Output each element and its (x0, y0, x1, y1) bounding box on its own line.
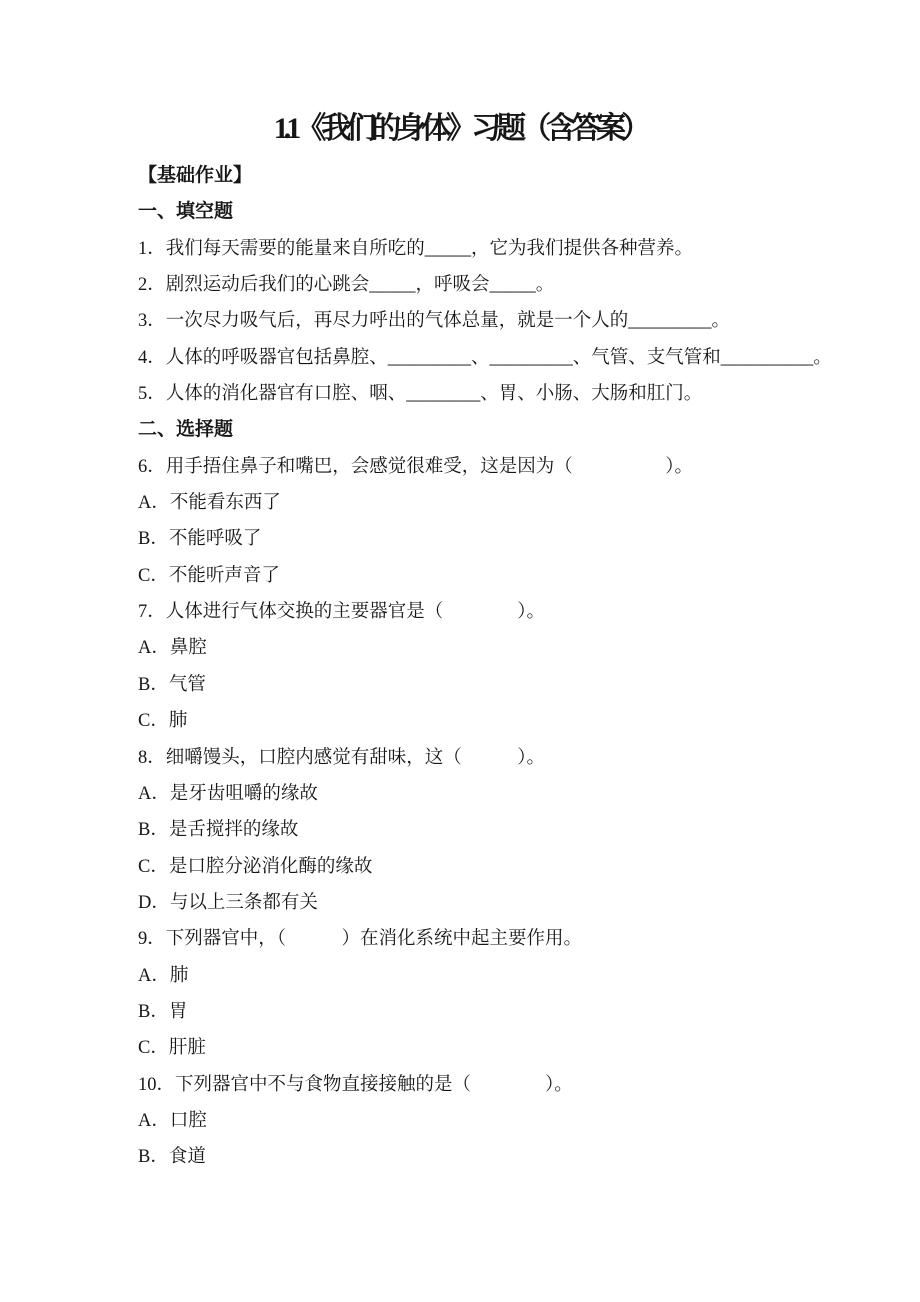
document-title: 1.1《我们的身体》习题（含答案） (273, 112, 647, 145)
section-heading: 二、选择题 (138, 419, 234, 441)
section-heading: 一、填空题 (138, 201, 234, 223)
doc-line: 10．下列器官中不与食物直接接触的是（ ）。 (138, 1074, 573, 1095)
document-body (0, 158, 920, 1176)
doc-line: 8．细嚼馒头，口腔内感觉有甜味，这（ ）。 (138, 747, 546, 768)
doc-line: C．不能听声音了 (138, 565, 280, 586)
doc-line: 5．人体的消化器官有口腔、咽、________、胃、小肠、大肠和肛门。 (138, 384, 703, 405)
doc-line: B．食道 (138, 1147, 206, 1168)
doc-line: 1．我们每天需要的能量来自所吃的_____，它为我们提供各种营养。 (138, 238, 694, 259)
doc-line: C．肝脏 (138, 1038, 206, 1059)
doc-line: C．肺 (138, 711, 188, 732)
doc-line: 9．下列器官中，（ ）在消化系统中起主要作用。 (138, 929, 583, 950)
doc-line: 4．人体的呼吸器官包括鼻腔、_________、_________、气管、支气管和__________。 (138, 347, 832, 368)
doc-line: 6．用手捂住鼻子和嘴巴，会感觉很难受，这是因为（ ）。 (138, 456, 694, 477)
doc-line: A．是牙齿咀嚼的缘故 (138, 783, 318, 804)
doc-line: A．鼻腔 (138, 638, 207, 659)
doc-line: A．肺 (138, 965, 189, 986)
doc-line: C．是口腔分泌消化酶的缘故 (138, 856, 373, 877)
section-heading: 【基础作业】 (138, 165, 253, 186)
doc-line: 7．人体进行气体交换的主要器官是（ ）。 (138, 602, 546, 623)
doc-line: D．与以上三条都有关 (138, 892, 318, 913)
doc-line: B．不能呼吸了 (138, 529, 262, 550)
doc-line: B．胃 (138, 1001, 188, 1022)
doc-line: A．口腔 (138, 1110, 207, 1131)
doc-line: 3．一次尽力吸气后，再尽力呼出的气体总量，就是一个人的_________。 (138, 311, 731, 332)
doc-line: B．气管 (138, 674, 206, 695)
doc-line: A．不能看东西了 (138, 493, 281, 514)
doc-line: B．是舌搅拌的缘故 (138, 820, 299, 841)
doc-line: 2．剧烈运动后我们的心跳会_____，呼吸会_____。 (138, 275, 555, 296)
